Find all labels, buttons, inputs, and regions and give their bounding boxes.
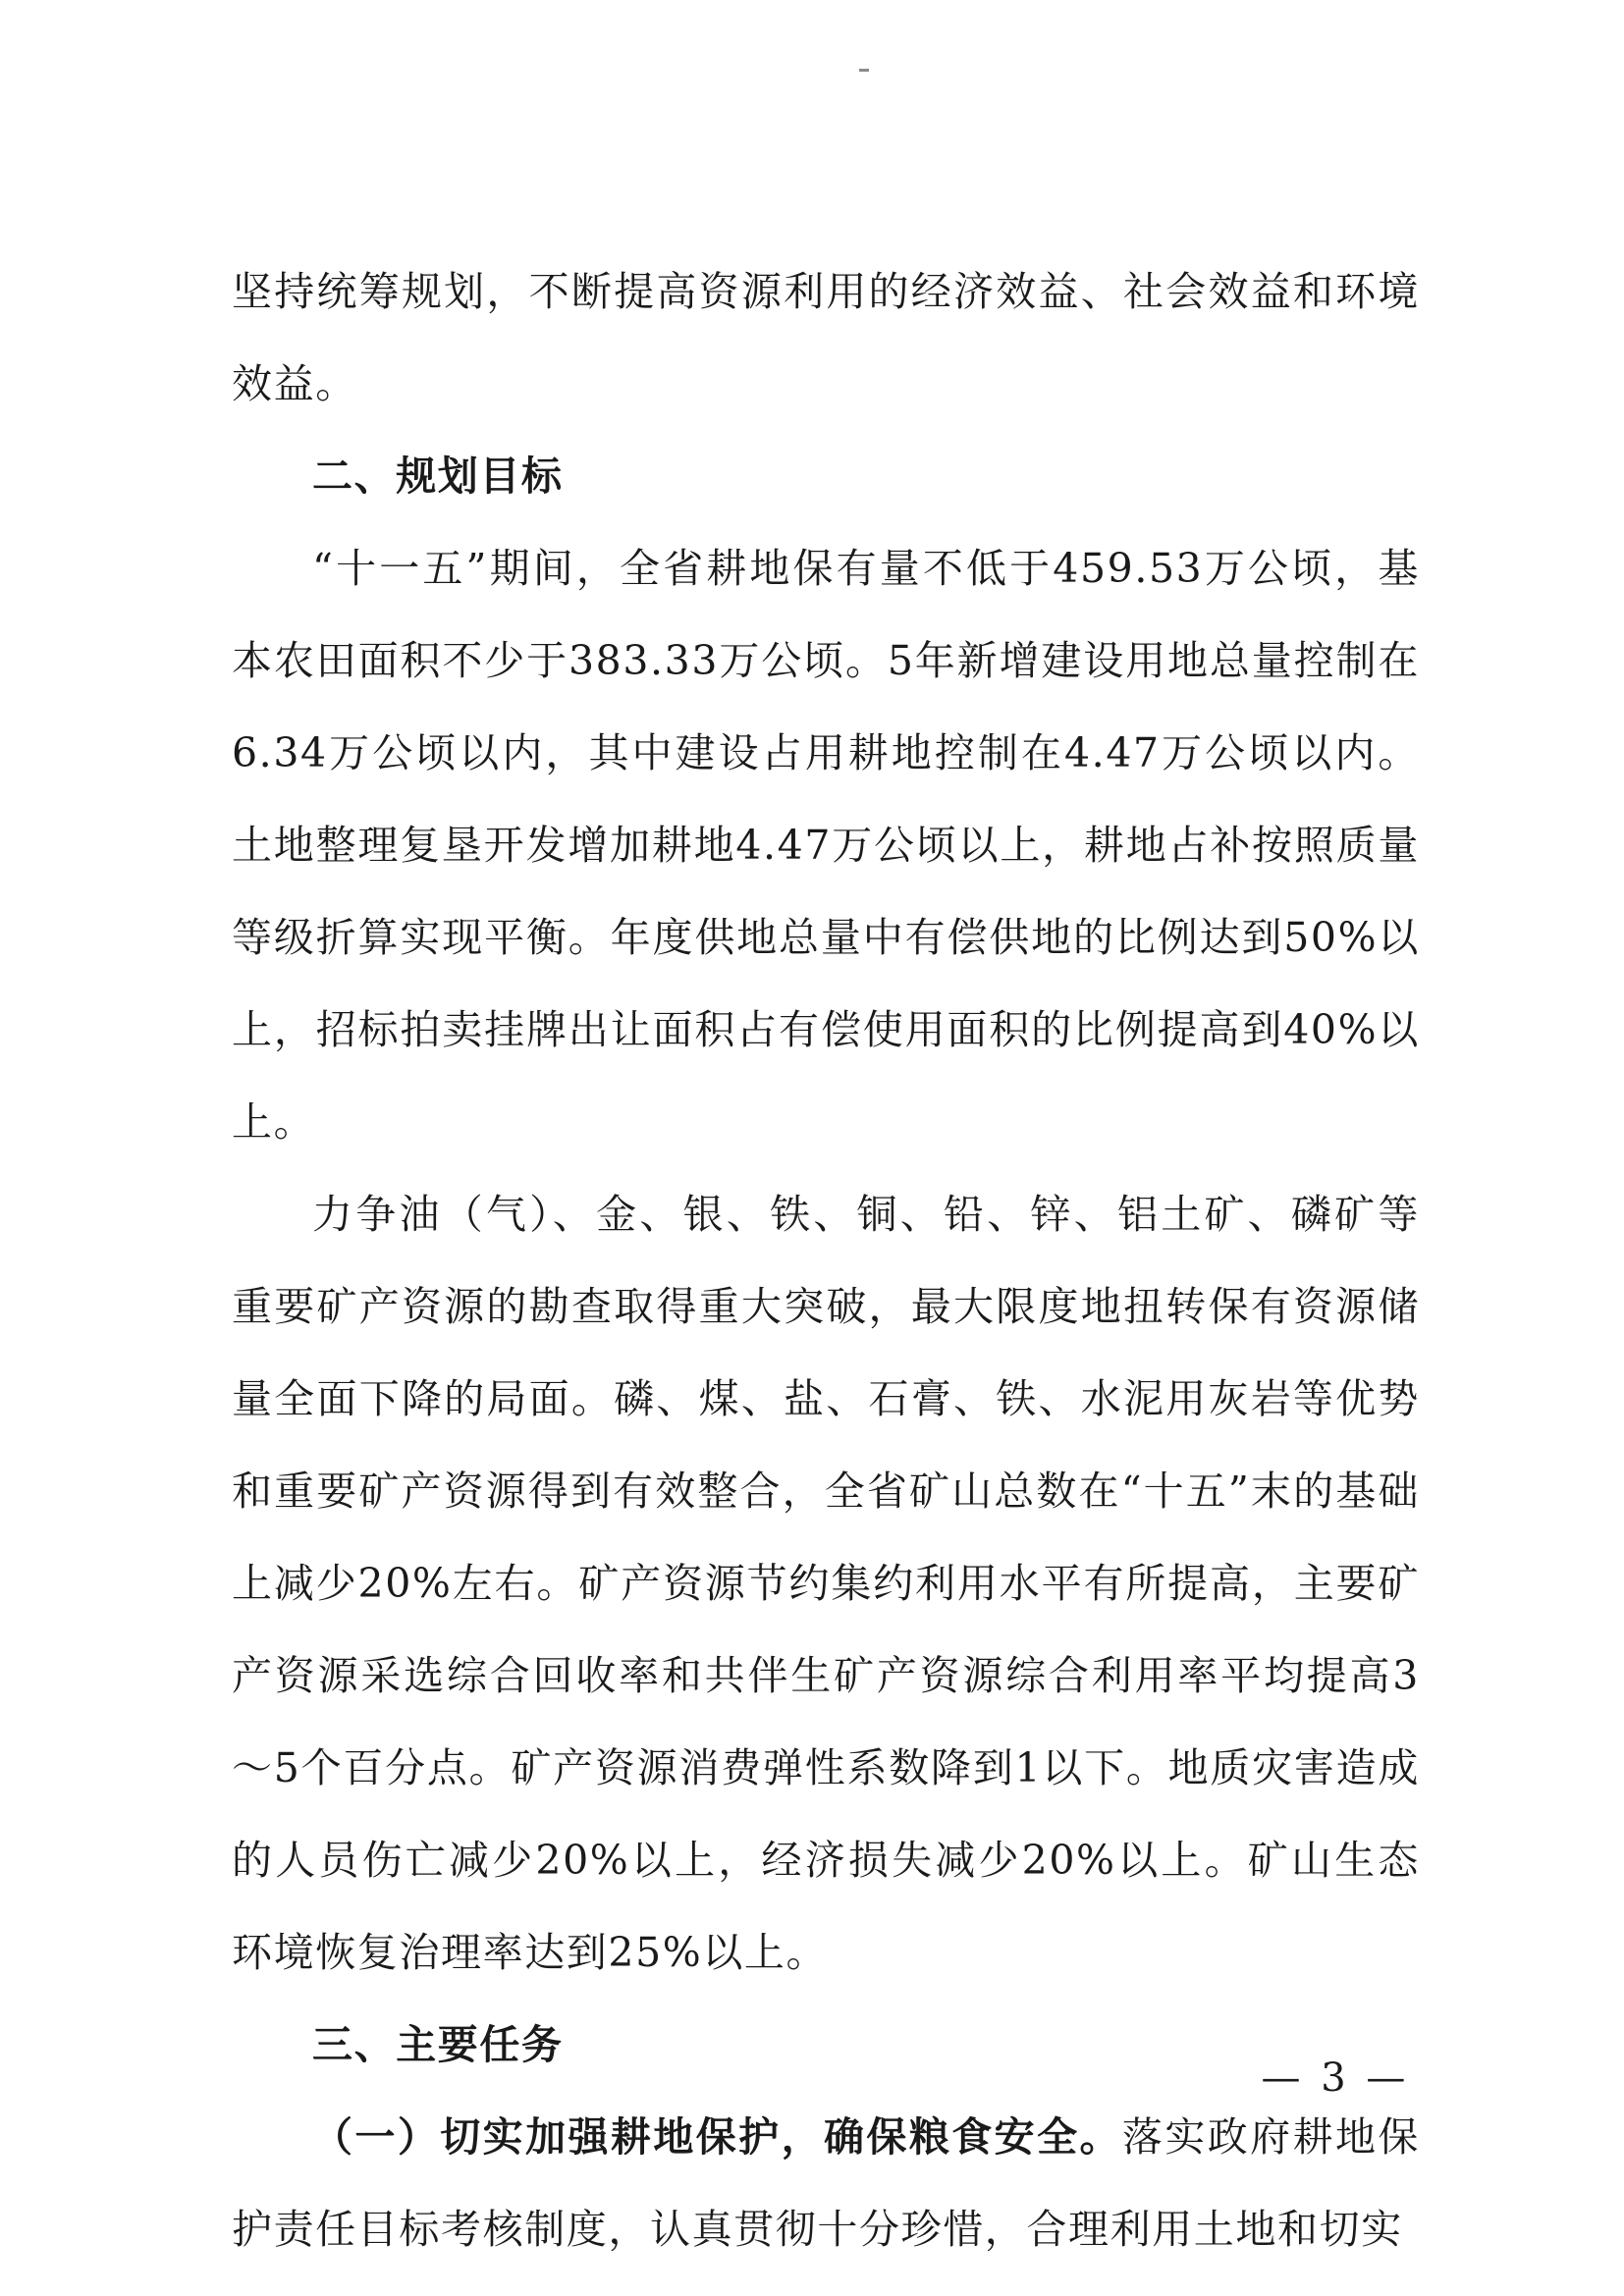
scan-speck	[859, 69, 869, 72]
paragraph-land-goals: “十一五”期间，全省耕地保有量不低于459.53万公顷，基本农田面积不少于383.33万公顷。5年新增建设用地总量控制在6.34万公顷以内，其中建设占用耕地控制在4.47万公顷以内。土地整理复垦开发增加耕地4.47万公顷以上，耕地占补按照质量等级折算实现平衡。年度供地总量中有偿供地的比例达到50%以上，招标拍卖挂牌出让面积占有偿使用面积的比例提高到40%以上。	[232, 545, 1420, 1146]
task-1-lead: （一）切实加强耕地保护，确保粮食安全。	[312, 2113, 1122, 2161]
section-heading-main-tasks: 三、主要任务	[312, 2021, 564, 2068]
paragraph-task-1	[232, 2091, 1420, 2275]
document-body	[232, 245, 1420, 2275]
task-1-body: 落实政府耕地保护责任目标考核制度，认真贯彻十分珍惜，合理利用土地和切实	[232, 2113, 1420, 2253]
page-number: — 3 —	[1261, 2056, 1410, 2101]
section-heading-planning-goals: 二、规划目标	[312, 453, 564, 500]
paragraph-mineral-goals: 力争油（气）、金、银、铁、铜、铅、锌、铝土矿、磷矿等重要矿产资源的勘查取得重大突破，最大限度地扭转保有资源储量全面下降的局面。磷、煤、盐、石膏、铁、水泥用灰岩等优势和重要矿产资源得到有效整合，全省矿山总数在“十五”末的基础上减少20%左右。矿产资源节约集约利用水平有所提高，主要矿产资源采选综合回收率和共伴生矿产资源综合利用率平均提高3～5个百分点。矿产资源消费弹性系数降到1以下。地质灾害造成的人员伤亡减少20%以上，经济损失减少20%以上。矿山生态环境恢复治理率达到25%以上。	[232, 1191, 1420, 1976]
paragraph-continuation: 坚持统筹规划，不断提高资源利用的经济效益、社会效益和环境效益。	[232, 268, 1420, 407]
